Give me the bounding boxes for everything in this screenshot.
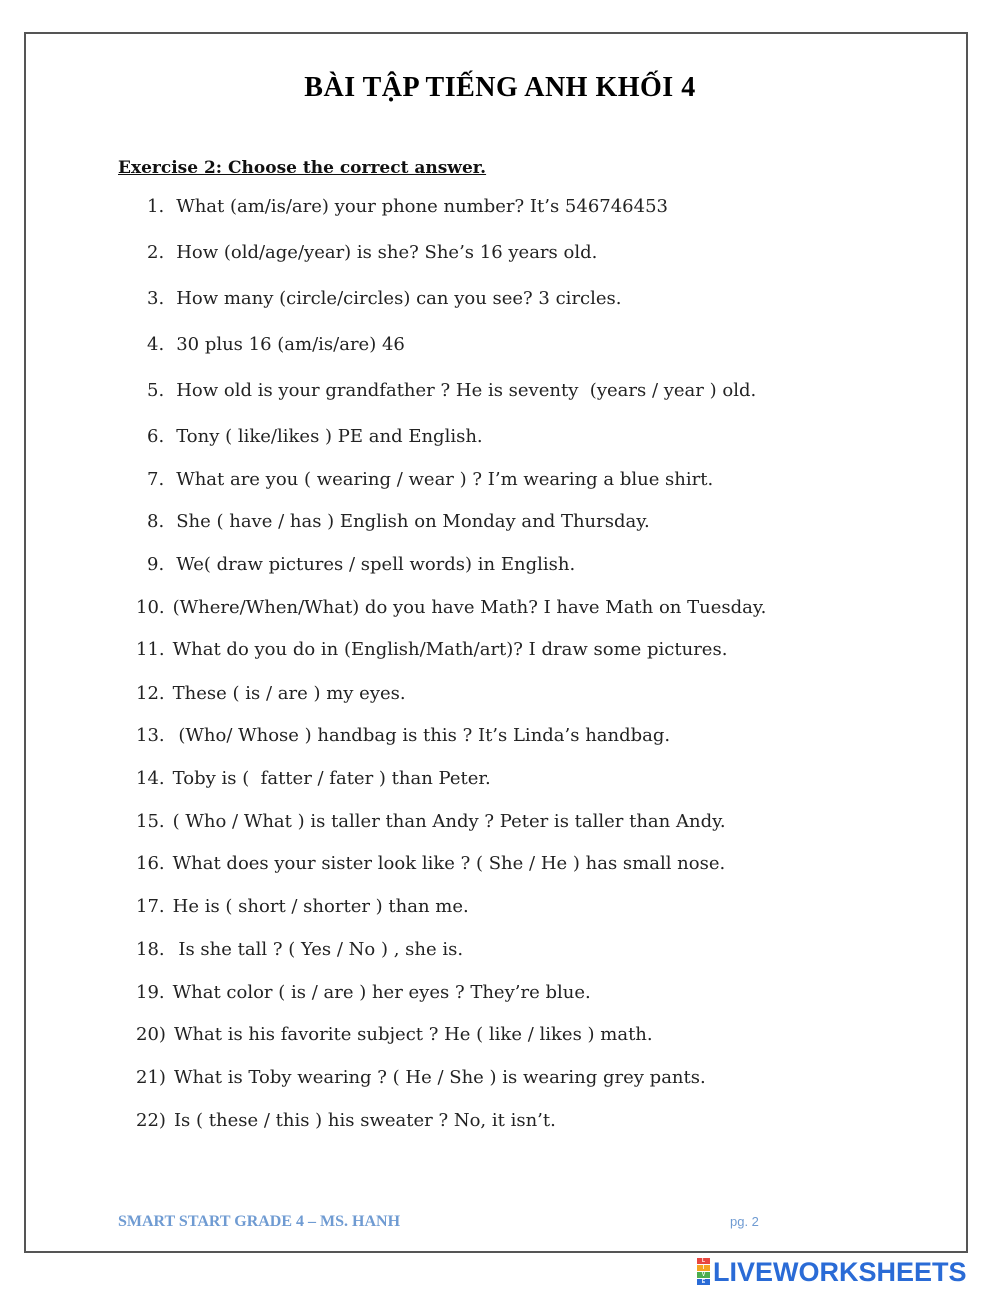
- question-text: She ( have / has ) English on Monday and Thursday.: [176, 511, 650, 532]
- question-number: 16.: [136, 853, 165, 874]
- logo-letter: L: [697, 1258, 710, 1264]
- question-number: 10.: [136, 597, 165, 618]
- question-item: [136, 1067, 706, 1088]
- question-item: [147, 469, 713, 490]
- question-item: [136, 1110, 556, 1131]
- question-number: 1.: [147, 196, 165, 217]
- question-text: He is ( short / shorter ) than me.: [172, 896, 469, 917]
- question-item: [147, 334, 405, 355]
- question-item: [147, 380, 756, 401]
- watermark-text: LIVEWORKSHEETS: [713, 1256, 967, 1287]
- question-item: [136, 597, 766, 618]
- question-number: 18.: [136, 939, 165, 960]
- question-text: Is she tall ? ( Yes / No ) , she is.: [172, 939, 464, 960]
- question-item: [136, 768, 491, 789]
- question-text: Toby is ( fatter / fater ) than Peter.: [172, 768, 491, 789]
- question-text: What are you ( wearing / wear ) ? I’m wearing a blue shirt.: [176, 469, 714, 490]
- question-item: [136, 1024, 653, 1045]
- question-text: (Where/When/What) do you have Math? I have Math on Tuesday.: [172, 597, 767, 618]
- question-item: [136, 982, 591, 1003]
- question-item: [147, 554, 575, 575]
- question-item: [136, 639, 727, 660]
- question-number: 19.: [136, 982, 165, 1003]
- question-item: [147, 242, 597, 263]
- question-number: 5.: [147, 380, 165, 401]
- question-text: How (old/age/year) is she? She’s 16 years old.: [176, 242, 598, 263]
- exercise-heading: Exercise 2: Choose the correct answer.: [118, 158, 487, 178]
- footer-title: SMART START GRADE 4 – MS. HANH: [118, 1213, 401, 1230]
- question-number: 3.: [147, 288, 165, 309]
- question-number: 7.: [147, 469, 165, 490]
- question-number: 8.: [147, 511, 165, 532]
- question-item: [147, 288, 622, 309]
- question-item: [136, 896, 469, 917]
- question-text: Tony ( like/likes ) PE and English.: [176, 426, 483, 447]
- question-item: [136, 811, 726, 832]
- question-item: [147, 511, 650, 532]
- question-number: 20): [136, 1024, 166, 1045]
- logo-letter: V: [697, 1272, 710, 1278]
- question-number: 15.: [136, 811, 165, 832]
- question-text: (Who/ Whose ) handbag is this ? It’s Linda’s handbag.: [172, 725, 671, 746]
- question-text: 30 plus 16 (am/is/are) 46: [176, 334, 405, 355]
- question-item: [136, 683, 406, 704]
- question-number: 2.: [147, 242, 165, 263]
- question-text: Is ( these / this ) his sweater ? No, it isn’t.: [173, 1110, 556, 1131]
- question-number: 4.: [147, 334, 165, 355]
- question-text: What do you do in (English/Math/art)? I draw some pictures.: [172, 639, 728, 660]
- question-number: 12.: [136, 683, 165, 704]
- page-number: pg. 2: [730, 1214, 759, 1229]
- question-text: What is his favorite subject ? He ( like / likes ) math.: [173, 1024, 653, 1045]
- question-number: 11.: [136, 639, 165, 660]
- liveworksheets-watermark[interactable]: [697, 1257, 967, 1287]
- logo-letter: E: [697, 1279, 710, 1285]
- question-number: 9.: [147, 554, 165, 575]
- question-number: 22): [136, 1110, 166, 1131]
- question-text: What color ( is / are ) her eyes ? They’re blue.: [172, 982, 591, 1003]
- question-number: 13.: [136, 725, 165, 746]
- document-title: BÀI TẬP TIẾNG ANH KHỐI 4: [304, 72, 696, 103]
- logo-letter: I: [697, 1265, 710, 1271]
- question-text: We( draw pictures / spell words) in English.: [176, 554, 576, 575]
- question-text: ( Who / What ) is taller than Andy ? Peter is taller than Andy.: [172, 811, 726, 832]
- question-number: 6.: [147, 426, 165, 447]
- question-item: [136, 725, 670, 746]
- question-item: [147, 196, 668, 217]
- question-item: [136, 853, 725, 874]
- question-number: 14.: [136, 768, 165, 789]
- question-text: What (am/is/are) your phone number? It’s 546746453: [176, 196, 668, 217]
- question-text: These ( is / are ) my eyes.: [172, 683, 406, 704]
- question-text: What is Toby wearing ? ( He / She ) is wearing grey pants.: [173, 1067, 706, 1088]
- question-text: How many (circle/circles) can you see? 3 circles.: [176, 288, 622, 309]
- question-number: 17.: [136, 896, 165, 917]
- question-text: How old is your grandfather ? He is seventy (years / year ) old.: [176, 380, 757, 401]
- liveworksheets-logo-icon: [697, 1258, 710, 1286]
- question-item: [147, 426, 483, 447]
- question-item: [136, 939, 463, 960]
- question-number: 21): [136, 1067, 166, 1088]
- question-text: What does your sister look like ? ( She / He ) has small nose.: [172, 853, 726, 874]
